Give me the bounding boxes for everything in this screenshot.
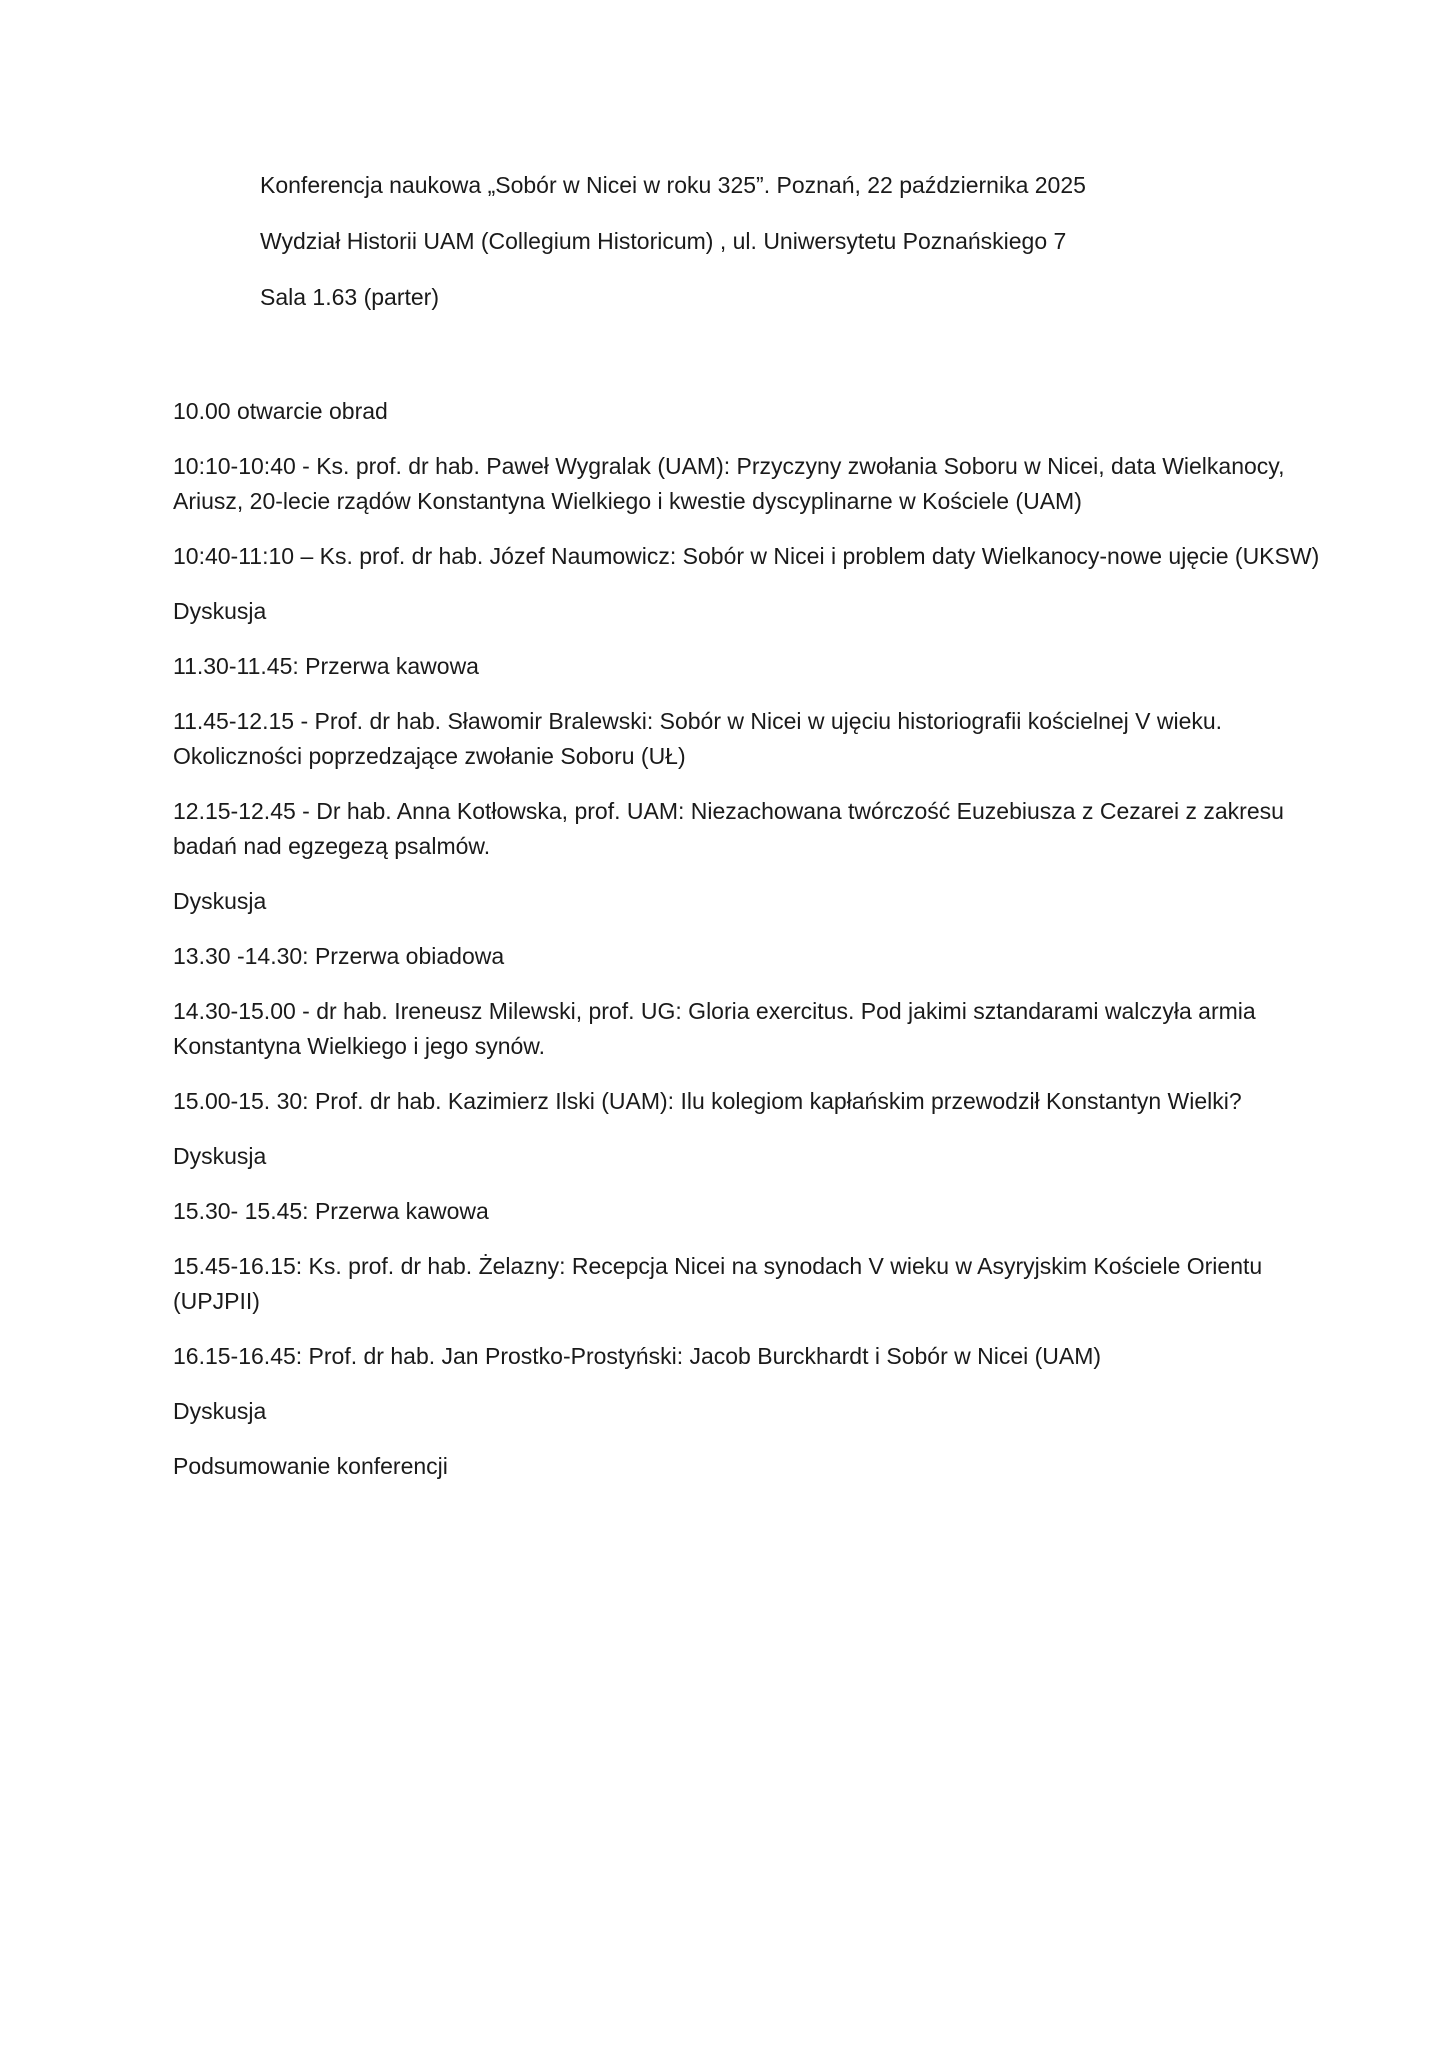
conference-program (173, 394, 1323, 1504)
program-item: 11.30-11.45: Przerwa kawowa (173, 653, 479, 679)
program-item: 16.15-16.45: Prof. dr hab. Jan Prostko-Prostyński: Jacob Burckhardt i Sobór w Nicei (UAM) (173, 1343, 1102, 1369)
program-item: 10:10-10:40 - Ks. prof. dr hab. Paweł Wygralak (UAM): Przyczyny zwołania Soboru w Nicei, data Wielkanocy, Ariusz, 20-lecie rządów Konstantyna Wielkiego i kwestie dyscyplinarne w Kościele (UAM) (173, 453, 1285, 514)
program-item: 15.00-15. 30: Prof. dr hab. Kazimierz Ilski (UAM): Ilu kolegiom kapłańskim przewodził Konstantyn Wielki? (173, 1088, 1242, 1114)
program-item: 11.45-12.15 - Prof. dr hab. Sławomir Bralewski: Sobór w Nicei w ujęciu historiografii kościelnej V wieku. Okoliczności poprzedzające zwołanie Soboru (UŁ) (173, 708, 1223, 769)
conference-title: Konferencja naukowa „Sobór w Nicei w roku 325”. Poznań, 22 października 2025 (260, 172, 1086, 198)
program-item: Dyskusja (173, 1398, 267, 1424)
program-item: Dyskusja (173, 1143, 267, 1169)
conference-header (260, 171, 1320, 339)
program-item: Dyskusja (173, 598, 267, 624)
conference-venue: Wydział Historii UAM (Collegium Historicum) , ul. Uniwersytetu Poznańskiego 7 (260, 228, 1067, 254)
program-item: 10:40-11:10 – Ks. prof. dr hab. Józef Naumowicz: Sobór w Nicei i problem daty Wielkanocy-nowe ujęcie (UKSW) (173, 543, 1320, 569)
program-item: 12.15-12.45 - Dr hab. Anna Kotłowska, prof. UAM: Niezachowana twórczość Euzebiusza z Cezarei z zakresu badań nad egzegezą psalmów. (173, 798, 1284, 859)
program-item: Dyskusja (173, 888, 267, 914)
program-item: Podsumowanie konferencji (173, 1453, 448, 1479)
program-item: 14.30-15.00 - dr hab. Ireneusz Milewski, prof. UG: Gloria exercitus. Pod jakimi sztandarami walczyła armia Konstantyna Wielkiego i jego synów. (173, 998, 1256, 1059)
program-item: 10.00 otwarcie obrad (173, 398, 388, 424)
conference-room: Sala 1.63 (parter) (260, 284, 439, 310)
program-item: 15.30- 15.45: Przerwa kawowa (173, 1198, 489, 1224)
program-item: 13.30 -14.30: Przerwa obiadowa (173, 943, 505, 969)
program-item: 15.45-16.15: Ks. prof. dr hab. Żelazny: Recepcja Nicei na synodach V wieku w Asyryjskim Kościele Orientu (UPJPII) (173, 1253, 1263, 1314)
